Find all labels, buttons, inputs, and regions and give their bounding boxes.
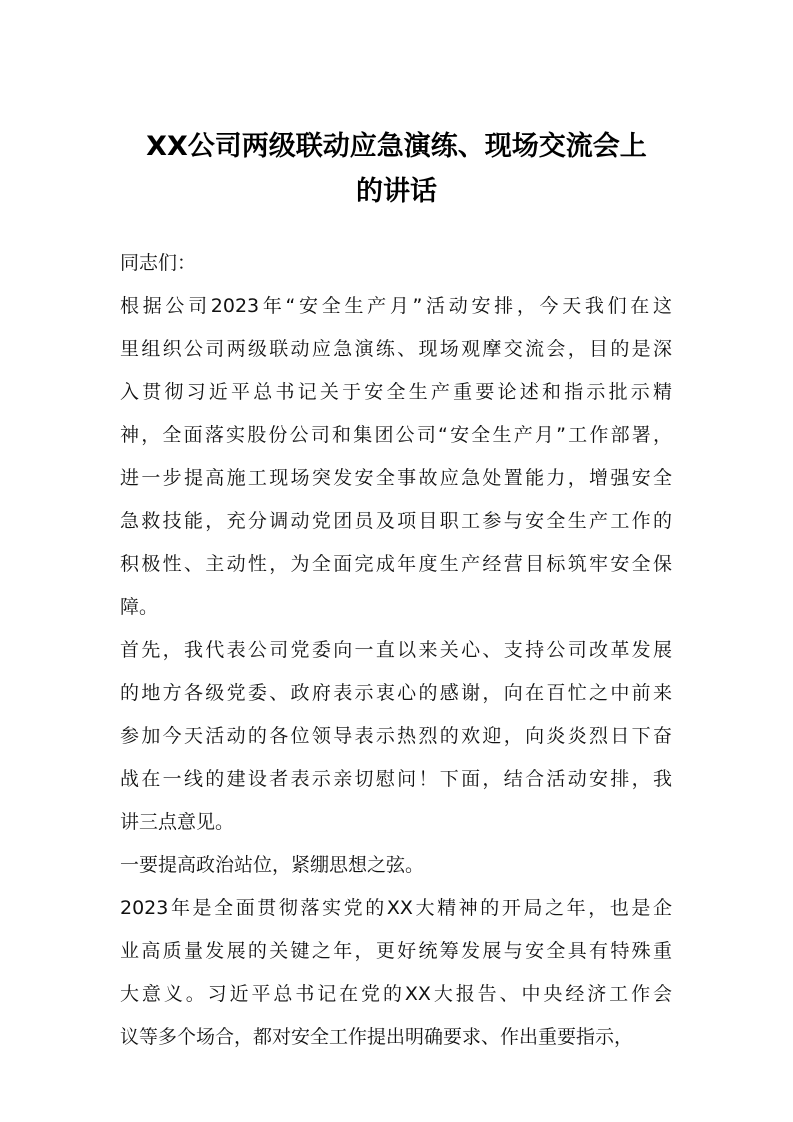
text-line: 业高质量发展的关键之年，更好统筹发展与安全具有特殊重 [120,940,672,962]
text-line: 神，全面落实股份公司和集团公司“安全生产月”工作部署， [120,424,672,446]
paragraph [120,242,672,285]
text-line: 大意义。习近平总书记在党的XX大报告、中央经济工作会 [120,983,672,1005]
text-line: 战在一线的建设者表示亲切慰问！下面，结合活动安排，我 [120,768,672,790]
paragraph [120,285,672,629]
title-line-1: XX公司两级联动应急演练、现场交流会上 [146,131,647,162]
text-line: 参加今天活动的各位领导表示热烈的欢迎，向炎炎烈日下奋 [120,725,672,747]
text-line: 一要提高政治站位，紧绷思想之弦。 [120,854,425,876]
text-line: 同志们： [120,252,197,274]
text-line: 障。 [120,596,159,618]
text-line: 进一步提高施工现场突发安全事故应急处置能力，增强安全 [120,467,672,489]
text-line: 的地方各级党委、政府表示衷心的感谢，向在百忙之中前来 [120,682,672,704]
paragraph [120,887,672,1059]
document-title [110,124,683,214]
text-line: 根据公司2023年“安全生产月”活动安排，今天我们在这 [120,295,672,317]
text-line: 积极性、主动性，为全面完成年度生产经营目标筑牢安全保 [120,553,672,575]
text-line: 里组织公司两级联动应急演练、现场观摩交流会，目的是深 [120,338,672,360]
text-line: 讲三点意见。 [120,811,235,833]
text-line: 入贯彻习近平总书记关于安全生产重要论述和指示批示精 [120,381,672,403]
text-line: 首先，我代表公司党委向一直以来关心、支持公司改革发展 [120,639,672,661]
text-line: 议等多个场合，都对安全工作提出明确要求、作出重要指示， [120,1026,634,1048]
text-line: 急救技能，充分调动党团员及项目职工参与安全生产工作的 [120,510,672,532]
paragraph [120,844,672,887]
text-line: 2023年是全面贯彻落实党的XX大精神的开局之年，也是企 [120,897,672,919]
document-body [120,242,672,1059]
title-line-2: 的讲话 [356,176,437,207]
paragraph [120,629,672,844]
